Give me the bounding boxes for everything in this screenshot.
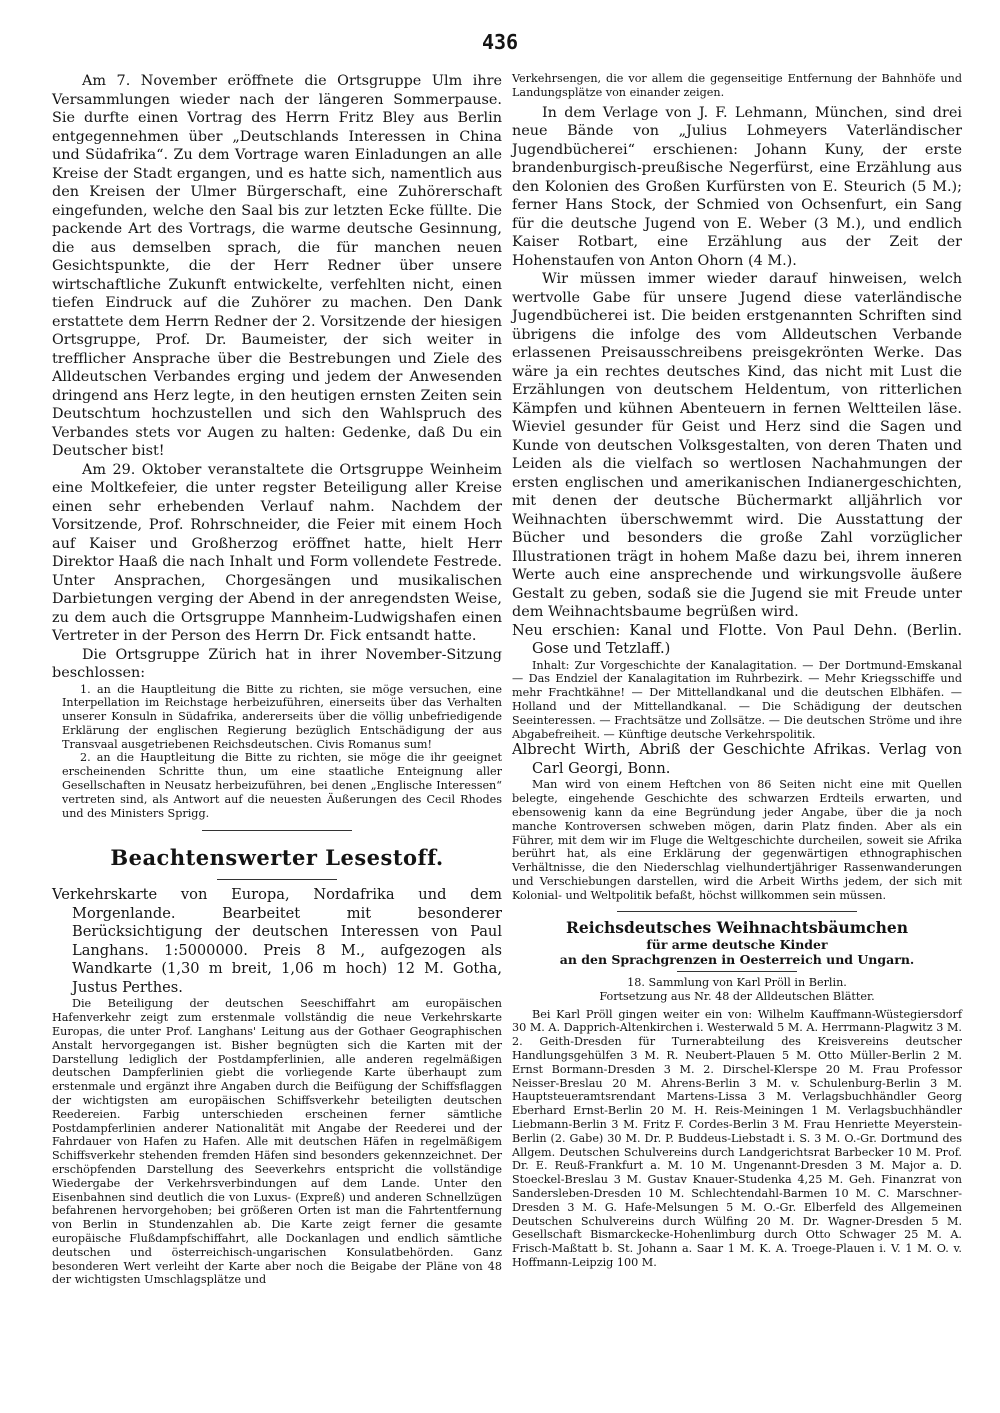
donor-list: Bei Karl Pröll gingen weiter ein von: Wilhelm Kauffmann-Wüstegiersdorf 30 M. A. Dapprich-Altenkirchen i. Westerwald 5 M. A. Herrmann-Plagwitz 3 M. 2. Geith-Dresden für Turnerabteilung des Kreisvereins deutscher Handlungsgehülfen 3 M. R. Neubert-Plauen 5 M. Otto Müller-Berlin 2 M. Ernst Bormann-Dresden 3 M. 2. Dirschel-Klerspe 20 M. Frau Professor Neisser-Breslau 20 M. Ahrens-Berlin 3 M. v. Schulenburg-Berlin 3 M. Hauptsteueramtsrendant Martens-Lissa 3 M. Verlagsbuchhändler Georg Eberhard Ernst-Berlin 20 M. H. Reis-Meiningen 1 M. Verlagsbuchhändler Liebmann-Berlin 3 M. Fritz F. Cordes-Berlin 3 M. Frau Henriette Meyerstein-Berlin (2. Gabe) 30 M. Dr. P. Buddeus-Liebstadt i. S. 3 M. O.-Gr. Dortmund des Allgem. Deutschen Schulvereins durch Landgerichtsrat Barbecker 10 M. Prof. Dr. E. Reuß-Frankfurt a. M. 10 M. Ungenannt-Dresden 3 M. Major a. D. Stoeckel-Breslau 3 M. Gustav Knauer-Studenka 4,25 M. Geh. Finanzrat von Sandersleben-Dresden 10 M. Schlechtendahl-Barmen 10 M. C. Marschner-Dresden 3 M. G. Hafe-Melsungen 5 M. O.-Gr. Elberfeld des Allgemeinen Deutschen Schulvereins durch Wülfing 20 M. Dr. Wagner-Dresden 5 M. Gesellschaft Bismarckecke-Hohenlimburg durch Otto Schwager 25 M. A. Frisch-Maßtatt b. St. Johann a. Saar 1 M. K. A. Troege-Plauen i. V. 1 M. O. v. Hoffmann-Leipzig 100 M. (512, 1007, 962, 1269)
section-heading: Beachtenswerter Lesestoff. (110, 845, 444, 871)
collection-number: 18. Sammlung von Karl Pröll in Berlin. (627, 975, 847, 989)
left-column (52, 72, 502, 1287)
lehmann-paragraph: In dem Verlage von J. F. Lehmann, München, sind drei neue Bände von „Julius Lohmeyers Vaterländischer Jugendbücherei“ erschienen: Johann Kuny, der erste brandenburgisch-preußische Negerfürst, eine Erzählung aus den Kolonien des Großen Kurfürsten von E. Steurich (5 M.); ferner Hans Stock, der Schmied von Ochsenfurt, ein Sang für die deutsche Jugend von E. Weber (3 M.), und endlich Kaiser Rotbart, eine Erzählung aus der Zeit der Hohenstaufen von Anton Ohorn (4 M.). (512, 104, 962, 269)
africa-book-title: Albrecht Wirth, Abriß der Geschichte Afrikas. Verlag von Carl Georgi, Bonn. (512, 741, 962, 777)
ulm-paragraph: Am 7. November eröffnete die Ortsgruppe Ulm ihre Versammlungen wieder nach der längeren Sommerpause. Sie durfte einen Vortrag des Herrn Fritz Bley aus Berlin entgegennehmen über „Deutschlands Interessen in China und Südafrika“. Zu dem Vortrage waren Einladungen an alle Kreise der Stadt ergangen, und es hatte sich, namentlich aus den Kreisen der Ulmer Bürgerschaft, eine Zuhörerschaft eingefunden, welche den Saal bis zur letzten Ecke füllte. Die packende Art des Vortrags, die warme deutsche Gesinnung, die aus demselben sprach, die für manchen neuen Gesichtspunkte, die der Herr Redner über unsere wirtschaftliche Zukunft entwickelte, verfehlten nicht, einen tiefen Eindruck auf die Zuhörer zu machen. Den Dank erstattete dem Herrn Redner der 2. Vorsitzende der hiesigen Ortsgruppe, Prof. Dr. Baumeister, der sich weiter in trefflicher Ansprache über die Bestrebungen und Ziele des Alldeutschen Verbandes erging und jedem der Anwesenden dringend ans Herz legte, in den heutigen ernsten Zeiten sein Deutschtum hochzustellen und sich den Wahlspruch des Verbandes stets vor Augen zu halten: Gedenke, daß Du ein Deutscher bist! (52, 73, 502, 459)
canal-book-title: Neu erschien: Kanal und Flotte. Von Paul Dehn. (Berlin. Gose und Tetzlaff.) (512, 621, 962, 658)
zurich-resolutions (52, 683, 502, 821)
christmas-appeal-subtitle: an den Sprachgrenzen in Oesterreich und Ungarn. (559, 951, 915, 967)
map-review-continuation: Verkehrsengen, die vor allem die gegenseitige Entfernung der Bahnhöfe und Landungsplätze von einander zeigen. (512, 72, 962, 99)
map-entry: Verkehrskarte von Europa, Nordafrika und dem Morgenlande. Bearbeitet mit besonderer Berücksichtigung der deutschen Interessen von Paul Langhans. 1:5000000. Preis 8 M., aufgezogen als Wandkarte (1,30 m breit, 1,06 m hoch) 12 M. Gotha, Justus Perthes. (52, 886, 502, 996)
divider (677, 971, 797, 972)
divider (202, 830, 352, 831)
resolution-item: 2. an die Hauptleitung die Bitte zu richten, sie möge die ihr geeignet erscheinenden Schritte thun, um eine staatliche Enteignung aller Gesellschaften in Neusatz herbeizuführen, bei denen „Englische Interessen“ vertreten sind, als Antwort auf die neuesten Äußerungen des Cecil Rhodes und des Ministers Sprigg. (62, 751, 502, 820)
divider (617, 911, 857, 912)
right-column (512, 72, 962, 1270)
map-review: Die Beteiligung der deutschen Seeschiffahrt am europäischen Hafenverkehr zeigt zum erstenmale vollständig die neue Verkehrskarte Europas, die unter Prof. Langhans' Leitung aus der Gothaer Geographischen Anstalt hervorgegangen ist. Bisher begnügten sich die Karten mit der Darstellung lediglich der Postdampferlinien, alle anderen regelmäßigen deutschen Dampferlinien giebt die vorliegende Karte überhaupt zum erstenmale und ergänzt ihre Angaben durch die Beifügung der Schiffsflaggen der wichtigsten am europäischen Schiffsverkehr beteiligten deutschen Reedereien. Farbig unterschieden erscheinen ferner sämtliche Postdampferlinien anderer Nationalität mit Angabe der Reederei und der Fahrdauer von Hafen zu Hafen. Alle mit deutschen Häfen in regelmäßigem Schiffsverkehr stehenden fremden Häfen sind besonders gekennzeichnet. Der erschöpfenden Darstellung des Seeverkehrs entspricht die vollständige Wiedergabe der Verkehrsverbindungen auf dem Lande. Unter den Eisenbahnen sind deutlich die von Luxus- (Expreß) und anderen Schnellzügen befahrenen hervorgehoben; bei größeren Orten ist man die Fahrtentfernung von Berlin in Stundenzahlen ab. Die Karte zeigt ferner die gesamte europäische Flußdampfschiffahrt, alle Dockanlagen und endlich sämtliche deutschen und österreichisch-ungarischen Konsulatbehörden. Ganz besonderen Wert verleiht der Karte aber noch die Beigabe der Pläne von 48 der wichtigsten Umschlagsplätze und (52, 997, 502, 1287)
page-number: 436 (481, 30, 519, 54)
resolution-item: 1. an die Hauptleitung die Bitte zu richten, sie möge versuchen, eine Interpellation im Reichstage herbeizuführen, einerseits über das Verhalten unserer Konsuln in Südafrika, andererseits über die völlig unbefriedigende Erklärung der englischen Regierung bezüglich Entschädigung der aus Transvaal ausgetriebenen Reichsdeutschen. Civis Romanus sum! (62, 682, 502, 751)
canal-book-contents: Inhalt: Zur Vorgeschichte der Kanalagitation. — Der Dortmund-Emskanal — Das Endziel der Kanalagitation im Ruhrbezirk. — Mehr Kriegsschiffe und mehr Frachtkähne! — Der Mittellandkanal und die deutschen Elbhäfen. — Holland und der Mittellandkanal. — Die Schädigung der deutschen Seeinteressen. — Frachtsätze und Zollsätze. — Die deutschen Ströme und ihre Abgabefreiheit. — Künftige deutsche Verkehrspolitik. (512, 658, 962, 741)
africa-book-review: Man wird von einem Heftchen von 86 Seiten nicht eine mit Quellen belegte, eingehende Geschichte des schwarzen Erdteils erwarten, und ebensowenig kann da eine Begründung jeder Angabe, über die ja noch manche Kontroversen schweben mögen, darin Platz finden. Aber als ein Führer, mit dem wir im Fluge die Weltgeschichte durcheilen, soweit sie Afrika berührt hat, als eine Erklärung der gegenwärtigen ethnographischen Verhältnisse, die den Niederschlag vielhundertjähriger Rassenwanderungen und Verschiebungen darstellen, wird die Arbeit Wirths jedem, der sich mit Kolonial- und Weltpolitik befaßt, höchst willkommen sein müssen. (512, 778, 962, 902)
christmas-appeal-subtitle: für arme deutsche Kinder (646, 936, 828, 952)
weinheim-paragraph: Am 29. Oktober veranstaltete die Ortsgruppe Weinheim eine Moltkefeier, die unter regster Beteiligung aller Kreise einen sehr erhebenden Verlauf nahm. Nachdem der Vorsitzende, Prof. Rohrschneider, die Feier mit einem Hoch auf Kaiser und Großherzog eröffnet hatte, hielt Herr Direktor Haaß die nach Inhalt und Form vollendete Festrede. Unter Ansprachen, Chorgesängen und musikalischen Darbietungen verging der Abend in der anregendsten Weise, zu dem auch die Ortsgruppe Mannheim-Ludwigshafen einen Vertreter in der Person des Herrn Dr. Fick entsandt hatte. (52, 461, 502, 644)
continuation-note: Fortsetzung aus Nr. 48 der Alldeutschen Blätter. (599, 989, 875, 1003)
youth-library-paragraph: Wir müssen immer wieder darauf hinweisen, welch wertvolle Gabe für unsere Jugend diese vaterländische Jugendbücherei ist. Die beiden erstgenannten Schriften sind übrigens die infolge des vom Alldeutschen Verbande erlassenen Preisausschreibens preisgekrönten Werke. Das wäre ja ein rechtes deutsches Kind, das nicht mit Lust die Erzählungen von deutschem Heldentum, von ritterlichen Kämpfen und kühnen Abenteuern in fernen Weltteilen läse. Wieviel gesunder für Geist und Herz sind die Sagen und Kunde von deutschen Volksgestalten, von deren Thaten und Leiden als die vielfach so wertlosen Nachahmungen der ersten englischen und amerikanischen Indianergeschichten, mit denen der deutsche Büchermarkt alljährlich vor Weihnachten überschwemmt wird. Die Ausstattung der Bücher und besonders die große Zahl vorzüglicher Illustrationen trägt in hohem Maße dazu bei, ihrem inneren Werte auch eine ansprechende und wirkungsvolle äußere Gestalt zu geben, sodaß sie die Jugend sie mit Freude unter dem Weihnachtsbaume begrüßen wird. (512, 271, 962, 621)
zurich-paragraph: Die Ortsgruppe Zürich hat in ihrer November-Sitzung beschlossen: (52, 646, 502, 681)
divider (217, 879, 337, 880)
christmas-appeal-title: Reichsdeutsches Weihnachtsbäumchen (565, 917, 909, 937)
